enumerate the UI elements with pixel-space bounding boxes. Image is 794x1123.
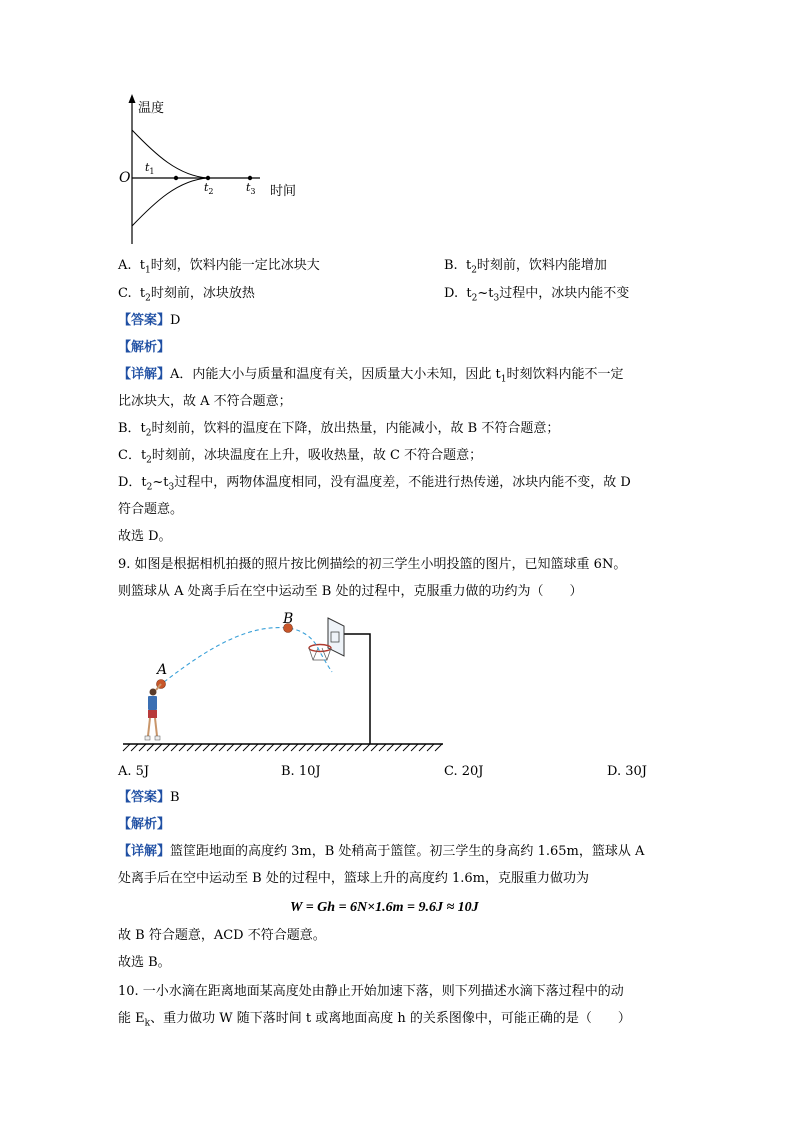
drink-temperature-curve [132, 130, 208, 178]
x-axis-label: 时间 [270, 184, 297, 199]
q8-detail-a-1: 【详解】A．内能大小与质量和温度有关，因质量大小未知，因此 $t_1$时刻饮料内能不一定 [118, 367, 624, 385]
q8-option-a: A. $t_1$时刻，饮料内能一定比冰块大 [118, 258, 320, 276]
q8-option-b: B. $t_2$时刻前，饮料内能增加 [444, 258, 607, 276]
player [145, 684, 161, 740]
origin-label: O [119, 170, 131, 186]
q9-formula: W = Gh = 6N×1.6m = 9.6J ≈ 10J [290, 900, 479, 915]
ground-hatching [123, 744, 442, 751]
q9-option-a: A. 5J [118, 764, 150, 779]
q8-detail-d-1: D．$t_2\sim t_3$过程中，两物体温度相同，没有温度差，不能进行热传递，冰块内能不变，故 D [118, 475, 631, 493]
q8-analysis-tag: 【解析】 [118, 340, 171, 355]
q8-detail-a-2: 比冰块大，故 A 不符合题意； [118, 394, 292, 409]
q10-stem-2: 能 $E_k$、重力做功 W 随下落时间 t 或离地面高度 h 的关系图像中，可能正确的是（ ） [118, 1011, 631, 1029]
point-t2 [206, 176, 210, 180]
q9-stem-1: 9. 如图是根据相机拍摄的照片按比例描绘的初三学生小明投篮的图片，已知篮球重 6N。 [118, 557, 627, 572]
basketball-figure [118, 608, 448, 758]
temperature-time-graph [110, 92, 310, 252]
t3-label: $t_3$ [246, 181, 256, 197]
point-b-label: B [283, 611, 294, 627]
ball-trajectory [164, 628, 332, 682]
q10-stem-1: 10. 一小水滴在距离地面某高度处由静止开始加速下落，则下列描述水滴下落过程中的动 [118, 984, 624, 999]
point-t3 [248, 176, 252, 180]
q9-analysis-tag: 【解析】 [118, 817, 171, 832]
point-a-label: A [157, 662, 168, 678]
t1-label: $t_1$ [145, 161, 155, 177]
q9-conclusion: 故选 B。 [118, 955, 171, 970]
q8-option-c: C. $t_2$时刻前，冰块放热 [118, 286, 255, 304]
y-axis-arrow [129, 94, 136, 103]
point-t1 [174, 176, 178, 180]
t2-label: $t_2$ [204, 181, 214, 197]
q8-detail-d-2: 符合题意。 [118, 502, 184, 517]
q9-answer: 【答案】B [118, 790, 180, 805]
y-axis-label: 温度 [138, 101, 165, 116]
q8-option-d: D. $t_2\sim t_3$过程中，冰块内能不变 [444, 286, 630, 304]
q8-detail-c: C．$t_2$时刻前，冰块温度在上升，吸收热量，故 C 不符合题意； [118, 448, 483, 466]
q9-detail-3: 故 B 符合题意，ACD 不符合题意。 [118, 928, 326, 943]
q9-option-c: C. 20J [444, 764, 484, 779]
q9-stem-2: 则篮球从 A 处离手后在空中运动至 B 处的过程中，克服重力做的功约为（ ） [118, 584, 583, 599]
q8-conclusion: 故选 D。 [118, 529, 172, 544]
q9-detail-2: 处离手后在空中运动至 B 处的过程中，篮球上升的高度约 1.6m，克服重力做功为 [118, 871, 589, 886]
ice-temperature-curve [132, 178, 208, 226]
q9-detail-1: 【详解】篮筐距地面的高度约 3m，B 处稍高于篮筐。初三学生的身高约 1.65m，篮球从 A [118, 844, 645, 859]
q8-answer: 【答案】D [118, 313, 181, 328]
q9-option-d: D. 30J [607, 764, 647, 779]
q8-detail-b: B．$t_2$时刻前，饮料的温度在下降，放出热量，内能减小，故 B 不符合题意； [118, 421, 560, 439]
q9-option-b: B. 10J [281, 764, 321, 779]
